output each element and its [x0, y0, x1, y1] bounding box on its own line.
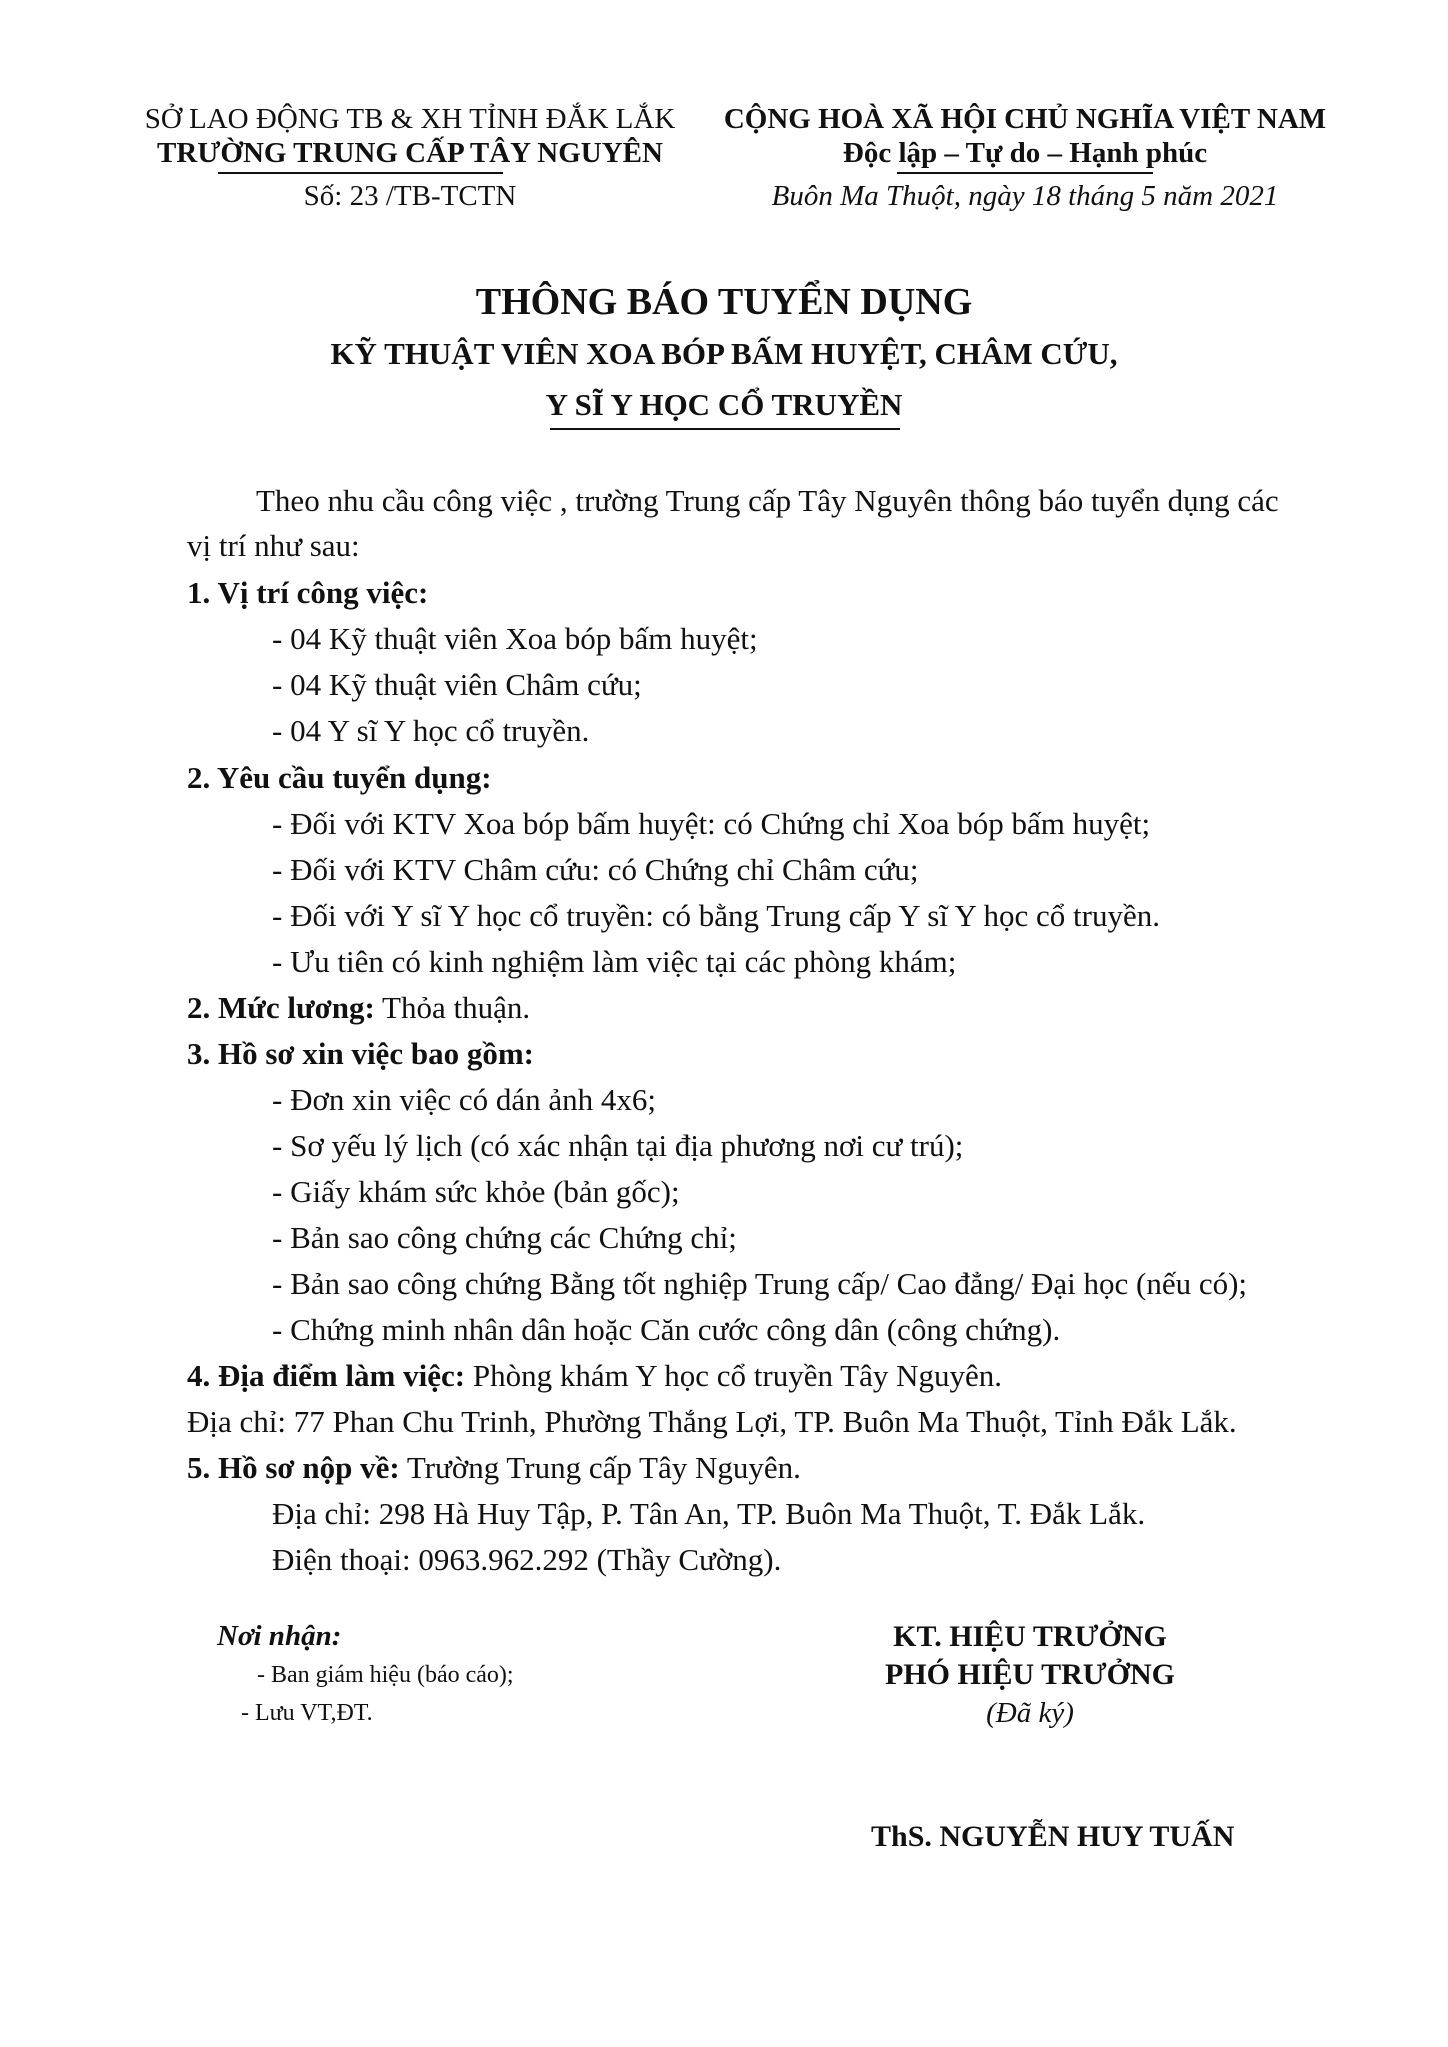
section-4-heading: 4. Địa điểm làm việc:	[187, 1358, 466, 1393]
signature-title-1: KT. HIỆU TRƯỞNG	[893, 1620, 1167, 1653]
signer-name: ThS. NGUYỄN HUY TUẤN	[871, 1820, 1235, 1853]
section-1-heading: 1. Vị trí công việc:	[187, 575, 429, 610]
document-number: Số: 23 /TB-TCTN	[303, 180, 517, 212]
intro-line-2: vị trí như sau:	[187, 528, 360, 563]
national-motto: Độc lập – Tự do – Hạnh phúc	[842, 137, 1208, 169]
national-title: CỘNG HOÀ XÃ HỘI CHỦ NGHĨA VIỆT NAM	[723, 103, 1327, 135]
school-name-underline	[218, 172, 503, 174]
submission-address: Địa chỉ: 298 Hà Huy Tập, P. Tân An, TP. Buôn Ma Thuột, T. Đắk Lắk.	[272, 1496, 1146, 1531]
signature-status: (Đã ký)	[986, 1697, 1074, 1729]
section-1-item: - 04 Kỹ thuật viên Xoa bóp bấm huyệt;	[272, 621, 758, 656]
section-4-line	[187, 1358, 1002, 1394]
section-1-item: - 04 Kỹ thuật viên Châm cứu;	[272, 667, 642, 702]
section-3-heading: 3. Hồ sơ xin việc bao gồm:	[187, 1036, 534, 1071]
recipient-item: - Lưu VT,ĐT.	[241, 1700, 373, 1726]
salary-heading: 2. Mức lương:	[187, 990, 375, 1025]
section-2-item: - Ưu tiên có kinh nghiệm làm việc tại các phòng khám;	[272, 944, 957, 979]
section-3-item: - Bản sao công chứng Bằng tốt nghiệp Trung cấp/ Cao đẳng/ Đại học (nếu có);	[272, 1266, 1248, 1301]
section-5-value: Trường Trung cấp Tây Nguyên.	[406, 1450, 801, 1485]
intro-line-1: Theo nhu cầu công việc , trường Trung cấp Tây Nguyên thông báo tuyển dụng các	[256, 483, 1279, 518]
section-3-item: - Bản sao công chứng các Chứng chỉ;	[272, 1220, 737, 1255]
section-3-item: - Sơ yếu lý lịch (có xác nhận tại địa phương nơi cư trú);	[272, 1128, 964, 1163]
section-5-heading: 5. Hồ sơ nộp về:	[187, 1450, 400, 1485]
document-title: THÔNG BÁO TUYỂN DỤNG	[475, 281, 973, 323]
section-1-item: - 04 Y sĩ Y học cổ truyền.	[272, 713, 590, 748]
signature-title-2: PHÓ HIỆU TRƯỞNG	[884, 1658, 1176, 1691]
salary-line	[187, 990, 530, 1026]
document-subtitle-line2: Y SĨ Y HỌC CỔ TRUYỀN	[545, 387, 903, 422]
salary-value: Thỏa thuận.	[382, 990, 531, 1025]
section-4-value: Phòng khám Y học cổ truyền Tây Nguyên.	[472, 1358, 1003, 1393]
title-underline	[550, 428, 900, 430]
ministry-name: SỞ LAO ĐỘNG TB & XH TỈNH ĐẮK LẮK	[144, 103, 676, 135]
recipient-item: - Ban giám hiệu (báo cáo);	[257, 1662, 514, 1688]
section-3-item: - Chứng minh nhân dân hoặc Căn cước công dân (công chứng).	[272, 1312, 1061, 1347]
section-2-item: - Đối với KTV Châm cứu: có Chứng chỉ Châm cứu;	[272, 852, 919, 887]
section-5-line	[187, 1450, 801, 1486]
contact-phone: Điện thoại: 0963.962.292 (Thầy Cường).	[272, 1542, 782, 1577]
workplace-address: Địa chỉ: 77 Phan Chu Trinh, Phường Thắng Lợi, TP. Buôn Ma Thuột, Tỉnh Đắk Lắk.	[187, 1404, 1237, 1439]
section-3-item: - Đơn xin việc có dán ảnh 4x6;	[272, 1082, 656, 1117]
recipients-label: Nơi nhận:	[217, 1620, 342, 1652]
school-name: TRƯỜNG TRUNG CẤP TÂY NGUYÊN	[157, 137, 663, 169]
section-2-item: - Đối với Y sĩ Y học cổ truyền: có bằng Trung cấp Y sĩ Y học cổ truyền.	[272, 898, 1160, 933]
document-subtitle-line1: KỸ THUẬT VIÊN XOA BÓP BẤM HUYỆT, CHÂM CỨU,	[330, 336, 1118, 371]
section-2-item: - Đối với KTV Xoa bóp bấm huyệt: có Chứng chỉ Xoa bóp bấm huyệt;	[272, 806, 1151, 841]
section-3-item: - Giấy khám sức khỏe (bản gốc);	[272, 1174, 680, 1209]
document-date: Buôn Ma Thuột, ngày 18 tháng 5 năm 2021	[771, 180, 1279, 212]
section-2-heading: 2. Yêu cầu tuyển dụng:	[187, 760, 492, 795]
motto-underline	[897, 172, 1153, 174]
